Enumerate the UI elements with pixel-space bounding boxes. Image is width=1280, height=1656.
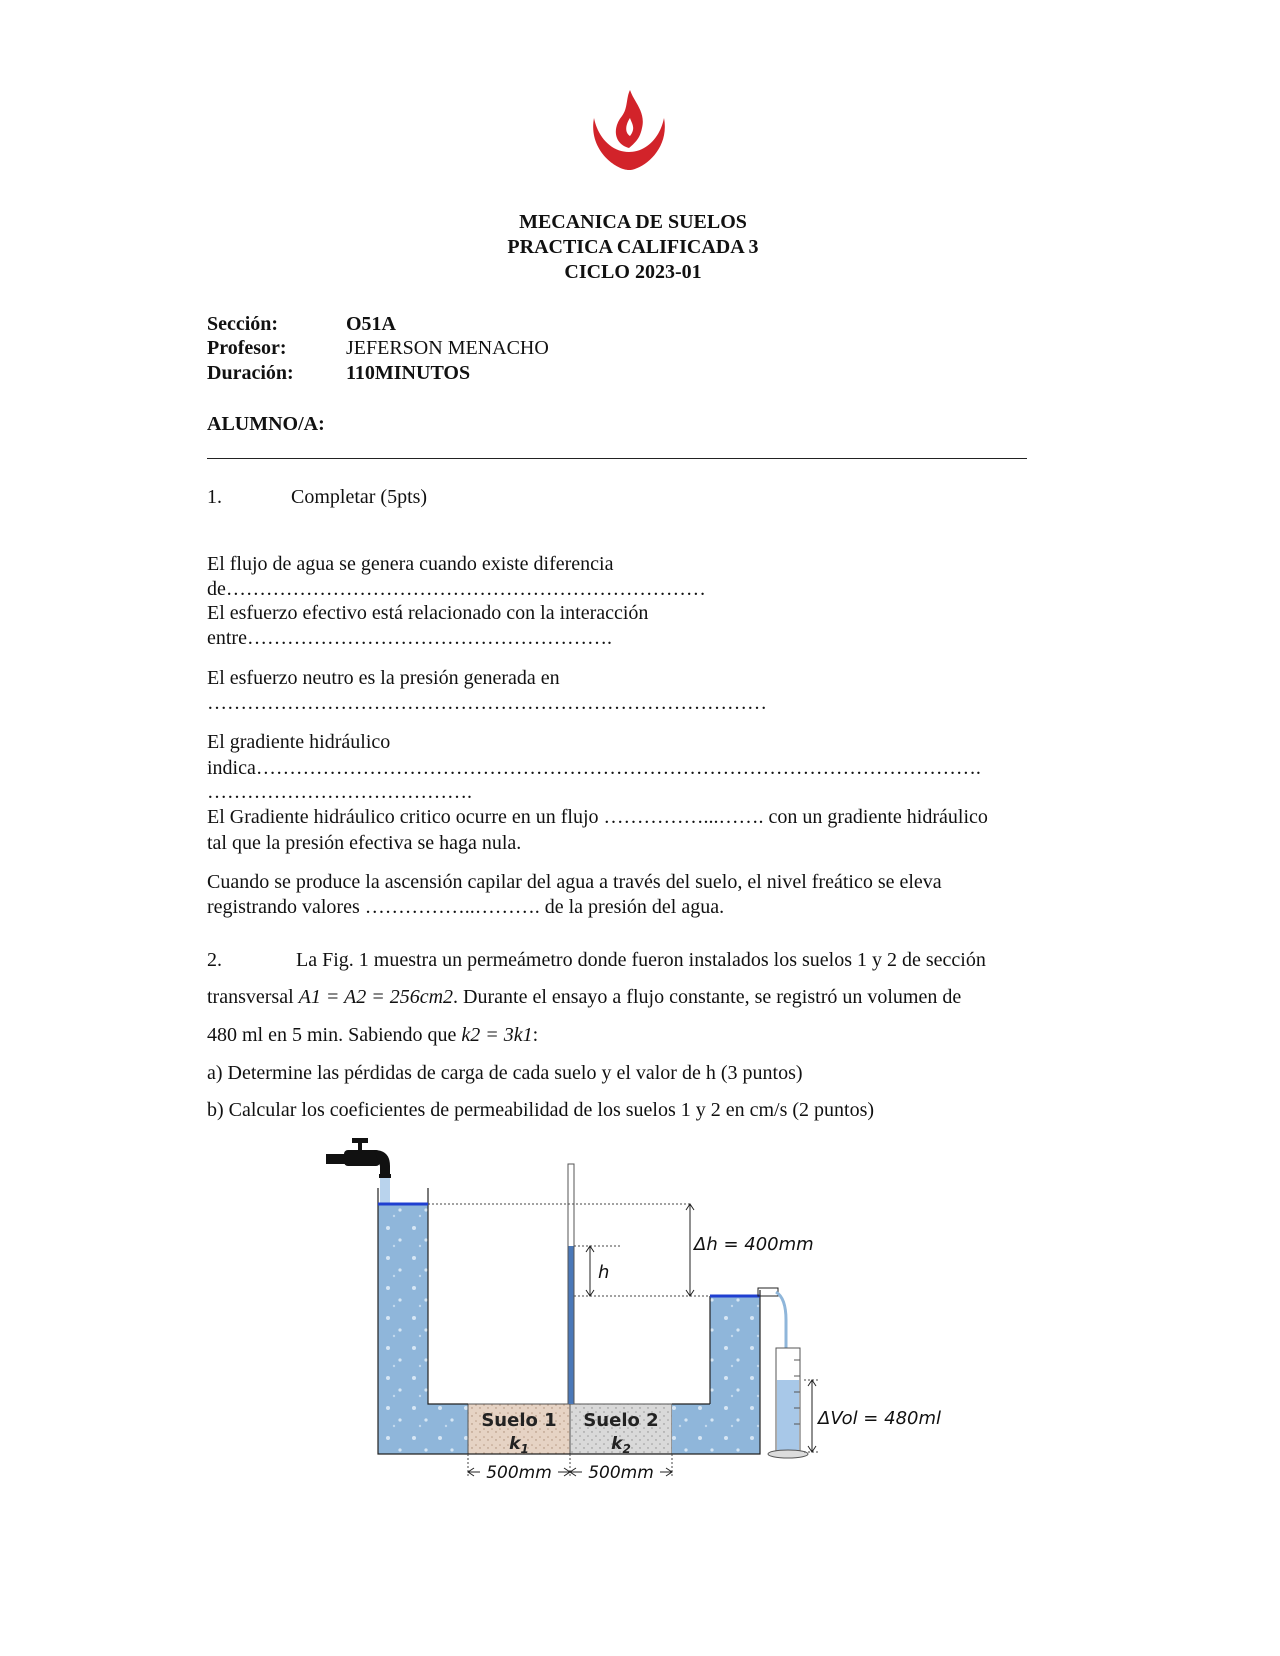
q2-part-a: a) Determine las pérdidas de carga de cada suelo y el valor de h (3 puntos)	[207, 1062, 803, 1084]
student-name-line[interactable]	[207, 458, 1027, 459]
piezometer-water	[569, 1246, 574, 1404]
bottom-water-right	[672, 1404, 710, 1454]
q1-title: Completar (5pts)	[291, 486, 428, 508]
q2-number: 2.	[207, 949, 222, 971]
cycle-title: CICLO 2023-01	[564, 261, 702, 283]
q1-line-6a: Cuando se produce la ascensión capilar del agua a través del suelo, el nivel freático se eleva	[207, 871, 942, 893]
soil-1-label: Suelo 1	[481, 1410, 557, 1431]
faucet-icon	[326, 1138, 391, 1204]
q1-line-5b: tal que la presión efectiva se haga nula.	[207, 832, 522, 854]
section-label: Sección:	[207, 313, 279, 335]
q2-line-2: transversal A1 = A2 = 256cm2. Durante el ensayo a flujo constante, se registró un volumen de	[207, 986, 962, 1008]
area-equation: A1 = A2 = 256cm2	[298, 986, 454, 1008]
q1-line-4c: ………………………………….	[207, 781, 472, 803]
q1-number: 1.	[207, 486, 222, 508]
q1-line-1b: de………………………………………………………………	[207, 578, 706, 600]
student-label: ALUMNO/A:	[207, 413, 325, 435]
delta-vol-label: ΔVol = 480ml	[818, 1408, 942, 1429]
left-tank-water	[378, 1204, 428, 1454]
q1-line-1a: El flujo de agua se genera cuando existe diferencia	[207, 553, 614, 575]
professor-label: Profesor:	[207, 337, 287, 359]
permeameter-figure	[330, 1130, 980, 1483]
logo-flame	[616, 90, 643, 148]
section-value: O51A	[346, 313, 396, 335]
graduated-cylinder-icon	[768, 1348, 808, 1458]
duration-label: Duración:	[207, 362, 294, 384]
soil-2-label: Suelo 2	[583, 1410, 659, 1431]
q1-line-3b: …………………………………………………………………………	[207, 692, 767, 714]
q1-line-6b: registrando valores ……………..………. de la presión del agua.	[207, 896, 725, 918]
q1-line-4b: indica……………………………………………………………………………………………….	[207, 757, 981, 779]
soil-1-k: $k_1$	[509, 1434, 529, 1456]
bottom-water-left	[428, 1404, 468, 1454]
q2-line-3: 480 ml en 5 min. Sabiendo que k2 = 3k1:	[207, 1024, 539, 1046]
q1-line-2a: El esfuerzo efectivo está relacionado con la interacción	[207, 602, 649, 624]
right-tank-water	[710, 1296, 760, 1454]
q1-line-5a: El Gradiente hidráulico critico ocurre en un flujo ……………...……. con un gradiente hidráulico	[207, 806, 988, 828]
q2-line-1: La Fig. 1 muestra un permeámetro donde fueron instalados los suelos 1 y 2 de sección	[296, 949, 986, 971]
upc-logo	[586, 88, 672, 172]
q1-line-3a: El esfuerzo neutro es la presión generada en	[207, 667, 560, 689]
duration-value: 110MINUTOS	[346, 362, 471, 384]
q2-part-b: b) Calcular los coeficientes de permeabilidad de los suelos 1 y 2 en cm/s (2 puntos)	[207, 1099, 875, 1121]
q1-line-4a: El gradiente hidráulico	[207, 731, 391, 753]
q1-line-2b: entre……………………………………………….	[207, 627, 612, 649]
soil-2-k: $k_2$	[611, 1434, 631, 1456]
course-title: MECANICA DE SUELOS	[519, 211, 747, 233]
soil-1-length: 500mm	[486, 1463, 552, 1483]
professor-value: JEFERSON MENACHO	[346, 337, 549, 359]
h-label: h	[598, 1262, 610, 1283]
soil-2-length: 500mm	[588, 1463, 654, 1483]
k-equation: k2 = 3k1	[461, 1024, 533, 1046]
delta-h-label: Δh = 400mm	[694, 1234, 814, 1255]
exam-title: PRACTICA CALIFICADA 3	[507, 236, 759, 258]
